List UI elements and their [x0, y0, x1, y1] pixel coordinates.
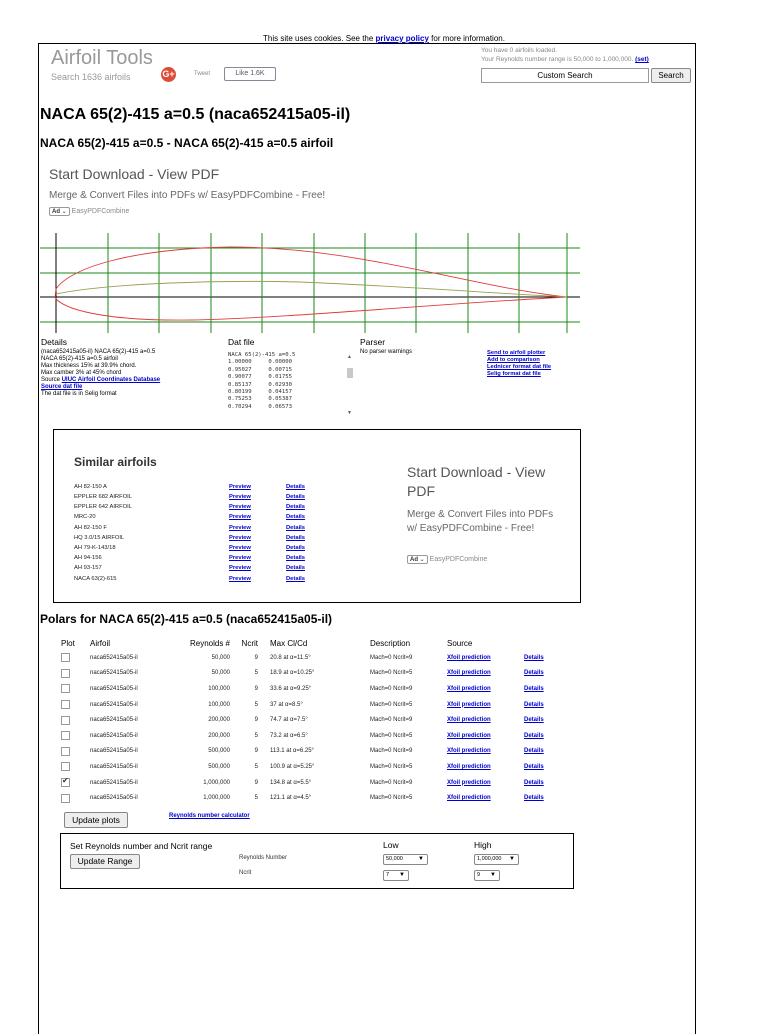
ad-subtitle[interactable]: Merge & Convert Files into PDFs w/ EasyPDFCombine - Free!	[49, 190, 326, 201]
lednicer-format-link[interactable]: Lednicer format dat file	[487, 364, 552, 370]
details-link[interactable]: Details	[524, 732, 544, 739]
details-link[interactable]: Details	[524, 685, 544, 692]
preview-link[interactable]: Preview	[229, 483, 251, 490]
description-cell: Mach=0 Ncrit=5	[370, 732, 413, 739]
reynolds-cell: 50,000	[211, 654, 230, 661]
airfoil-cell: naca652415a05-il	[90, 654, 138, 661]
list-item: HQ 3.0/15 AIRFOIL Preview Details	[74, 534, 306, 541]
ncrit-cell: 5	[254, 701, 258, 708]
column-header	[524, 637, 564, 650]
column-header: Plot	[61, 639, 75, 648]
max-clcd-cell: 37 at α=8.5°	[270, 701, 303, 708]
ncrit-cell: 5	[254, 763, 258, 770]
tweet-button[interactable]: Tweet	[194, 71, 211, 77]
chevron-down-icon: ⌄	[61, 209, 67, 215]
description-cell: Mach=0 Ncrit=9	[370, 717, 413, 724]
details-link[interactable]: Details	[524, 670, 544, 677]
update-plots-button[interactable]: Update plots	[64, 812, 128, 828]
datfile-heading: Dat file	[228, 337, 255, 347]
range-title: Set Reynolds number and Ncrit range	[70, 841, 213, 851]
polars-title: Polars for NACA 65(2)-415 a=0.5 (naca652415a05-il)	[40, 612, 333, 626]
preview-link[interactable]: Preview	[229, 534, 251, 541]
reynolds-cell: 500,000	[208, 748, 230, 755]
airfoil-cell: naca652415a05-il	[90, 701, 138, 708]
uiuc-database-link[interactable]: UIUC Airfoil Coordinates Database	[61, 377, 161, 383]
add-to-comparison-link[interactable]: Add to comparison	[487, 357, 540, 363]
details-link[interactable]: Details	[286, 494, 306, 501]
set-range-link[interactable]: (set)	[635, 56, 649, 63]
column-header: Reynolds #	[189, 639, 230, 648]
description-cell: Mach=0 Ncrit=5	[370, 670, 413, 677]
column-header: Max Cl/Cd	[270, 639, 308, 648]
description-cell: Mach=0 Ncrit=9	[370, 779, 413, 786]
cookie-notice: This site uses cookies. See the privacy policy for more information.	[263, 34, 505, 43]
xfoil-prediction-link[interactable]: Xfoil prediction	[447, 795, 491, 802]
ad-title[interactable]: Start Download - View PDF	[407, 464, 546, 499]
dat-file-textarea[interactable]: NACA 65(2)-415 a=0.5 1.00000 0.00000 0.95027 0.00715 0.90077 0.01755 0.85137 0.02930 0.80199 0.04157 0.75253 0.05387 0.70294 0.06573	[228, 352, 296, 410]
max-clcd-cell: 20.8 at α=11.5°	[270, 654, 311, 661]
details-link[interactable]: Details	[524, 717, 544, 724]
google-plus-icon[interactable]: G+	[161, 67, 176, 82]
reynolds-cell: 200,000	[208, 717, 230, 724]
details-link[interactable]: Details	[524, 748, 544, 755]
max-clcd-cell: 134.8 at α=5.5°	[270, 779, 312, 786]
table-row	[61, 650, 564, 666]
table-row	[61, 759, 564, 775]
airfoil-cell: naca652415a05-il	[90, 748, 138, 755]
list-item: NACA 63(2)-615 Preview Details	[74, 575, 306, 582]
dropdown-arrow-icon: ▼	[490, 872, 496, 878]
list-item: EPPLER 642 AIRFOIL Preview Details	[74, 504, 306, 511]
list-item: EPPLER 682 AIRFOIL Preview Details	[74, 494, 306, 501]
scroll-up-icon[interactable]: ▲	[347, 354, 352, 360]
ncrit-low-select[interactable]: 7 ▼	[383, 870, 409, 881]
details-link[interactable]: Details	[524, 654, 544, 661]
ncrit-cell: 5	[254, 670, 258, 677]
xfoil-prediction-link[interactable]: Xfoil prediction	[447, 670, 491, 677]
details-body: (naca652415a05-il) NACA 65(2)-415 a=0.5 NACA 65(2)-415 a=0.5 airfoil Max thickness 15% at 39.9% chord. Max camber 3% at 45% chord Source UIUC Airfoil Coordinates Database Source dat file The dat file is in Selig format	[41, 349, 161, 397]
dropdown-arrow-icon: ▼	[418, 856, 424, 862]
ad-badge: Ad ⌄	[407, 555, 428, 564]
ad-label[interactable]: Ad ⌄ EasyPDFCombine	[49, 207, 129, 216]
high-header: High	[474, 840, 492, 850]
description-cell: Mach=0 Ncrit=5	[370, 763, 413, 770]
plot-checkbox[interactable]	[61, 716, 70, 725]
action-links	[487, 350, 551, 378]
custom-search-input[interactable]: Custom Search	[481, 68, 649, 83]
details-link[interactable]: Details	[286, 555, 306, 562]
preview-link[interactable]: Preview	[229, 524, 251, 531]
max-clcd-cell: 121.1 at α=4.5°	[270, 795, 312, 802]
column-header: Airfoil	[90, 639, 111, 648]
ncrit-cell: 5	[254, 795, 258, 802]
plot-checkbox[interactable]	[61, 747, 70, 756]
airfoil-cell: naca652415a05-il	[90, 732, 138, 739]
xfoil-prediction-link[interactable]: Xfoil prediction	[447, 763, 491, 770]
parser-heading: Parser	[360, 337, 386, 347]
low-header: Low	[383, 840, 399, 850]
details-link[interactable]: Details	[286, 565, 306, 572]
table-row	[61, 712, 564, 728]
ad-label[interactable]: Ad ⌄ EasyPDFCombine	[407, 555, 487, 564]
table-row	[61, 728, 564, 744]
dropdown-arrow-icon: ▼	[509, 856, 515, 862]
reynolds-high-select[interactable]: 1,000,000 ▼	[474, 854, 519, 865]
plot-checkbox[interactable]	[61, 700, 70, 709]
polars-table	[61, 637, 564, 806]
airfoil-cell: naca652415a05-il	[90, 763, 138, 770]
ncrit-high-select[interactable]: 9 ▼	[474, 870, 500, 881]
page-subtitle: NACA 65(2)-415 a=0.5 - NACA 65(2)-415 a=0.5 airfoil	[40, 136, 334, 150]
details-link[interactable]: Details	[524, 763, 544, 770]
details-link[interactable]: Details	[524, 701, 544, 708]
preview-link[interactable]: Preview	[229, 565, 251, 572]
column-header: Source	[447, 639, 473, 648]
reynolds-cell: 50,000	[211, 670, 230, 677]
preview-link[interactable]: Preview	[229, 545, 251, 552]
max-clcd-cell: 33.6 at α=9.25°	[270, 685, 312, 692]
preview-link[interactable]: Preview	[229, 514, 251, 521]
loaded-info: You have 0 airfoils loaded. Your Reynolds number range is 50,000 to 1,000,000. (set)	[481, 47, 649, 63]
table-row	[61, 681, 564, 697]
details-link[interactable]: Details	[286, 483, 306, 490]
scroll-thumb[interactable]	[347, 368, 353, 378]
list-item: AH 82-150 F Preview Details	[74, 524, 306, 531]
description-cell: Mach=0 Ncrit=9	[370, 685, 413, 692]
max-clcd-cell: 18.9 at α=10.25°	[270, 670, 315, 677]
details-link[interactable]: Details	[524, 779, 544, 786]
site-logo[interactable]: Airfoil Tools	[51, 47, 153, 69]
reynolds-cell: 200,000	[208, 732, 230, 739]
max-clcd-cell: 73.2 at α=6.5°	[270, 732, 308, 739]
list-item: AH 82-150 A Preview Details	[74, 483, 306, 490]
details-link[interactable]: Details	[286, 545, 306, 552]
details-link[interactable]: Details	[286, 514, 306, 521]
xfoil-prediction-link[interactable]: Xfoil prediction	[447, 654, 491, 661]
search-airfoils-link[interactable]: Search 1636 airfoils	[51, 72, 131, 82]
airfoil-cell: naca652415a05-il	[90, 685, 138, 692]
similar-airfoils-title: Similar airfoils	[74, 455, 157, 469]
reynolds-cell: 100,000	[208, 685, 230, 692]
description-cell: Mach=0 Ncrit=9	[370, 654, 413, 661]
chevron-down-icon: ⌄	[419, 557, 425, 563]
plot-checkbox[interactable]	[61, 794, 70, 803]
details-link[interactable]: Details	[286, 524, 306, 531]
description-cell: Mach=0 Ncrit=5	[370, 795, 413, 802]
details-link[interactable]: Details	[286, 504, 306, 511]
ncrit-cell: 9	[254, 779, 258, 786]
page-title: NACA 65(2)-415 a=0.5 (naca652415a05-il)	[40, 106, 351, 123]
ncrit-cell: 9	[254, 717, 258, 724]
max-clcd-cell: 113.1 at α=6.25°	[270, 748, 314, 755]
airfoil-cell: naca652415a05-il	[90, 795, 138, 802]
column-header: Ncrit	[241, 639, 258, 648]
details-link[interactable]: Details	[286, 534, 306, 541]
table-row	[61, 790, 564, 806]
airfoil-cell: naca652415a05-il	[90, 670, 138, 677]
plot-checkbox[interactable]	[61, 731, 70, 740]
similar-airfoils-table	[74, 482, 305, 584]
column-header: Description	[370, 639, 411, 648]
airfoil-shape	[55, 247, 567, 320]
ncrit-label: Ncrit	[239, 870, 252, 876]
xfoil-prediction-link[interactable]: Xfoil prediction	[447, 701, 491, 708]
dat-scrollbar[interactable]	[346, 354, 354, 418]
table-row	[61, 697, 564, 713]
scroll-down-icon[interactable]: ▼	[347, 410, 352, 416]
reynolds-cell: 1,000,000	[203, 795, 230, 802]
reynolds-calculator-link[interactable]: Reynolds number calculator	[169, 813, 250, 819]
source-dat-link[interactable]: Source dat file	[41, 384, 83, 390]
preview-link[interactable]: Preview	[229, 504, 251, 511]
airfoil-cell: naca652415a05-il	[90, 779, 138, 786]
preview-link[interactable]: Preview	[229, 555, 251, 562]
like-button[interactable]: Like 1.6K	[224, 67, 276, 81]
plot-checkbox[interactable]	[61, 684, 70, 693]
table-row	[61, 744, 564, 760]
xfoil-prediction-link[interactable]: Xfoil prediction	[447, 779, 491, 786]
table-row	[61, 775, 564, 791]
xfoil-prediction-link[interactable]: Xfoil prediction	[447, 717, 491, 724]
plot-checkbox[interactable]	[61, 778, 70, 787]
list-item: AH 93-157 Preview Details	[74, 565, 306, 572]
preview-link[interactable]: Preview	[229, 575, 251, 582]
parser-message: No parser warnings	[360, 349, 413, 355]
reynolds-cell: 100,000	[208, 701, 230, 708]
ncrit-cell: 9	[254, 685, 258, 692]
reynolds-label: Reynolds Number	[239, 855, 288, 861]
send-to-plotter-link[interactable]: Send to airfoil plotter	[487, 350, 546, 356]
max-clcd-cell: 100.9 at α=5.25°	[270, 763, 315, 770]
description-cell: Mach=0 Ncrit=5	[370, 701, 413, 708]
reynolds-cell: 500,000	[208, 763, 230, 770]
camber-line	[56, 281, 567, 297]
preview-link[interactable]: Preview	[229, 494, 251, 501]
plot-checkbox[interactable]	[61, 762, 70, 771]
xfoil-prediction-link[interactable]: Xfoil prediction	[447, 748, 491, 755]
search-button[interactable]: Search	[651, 68, 691, 83]
description-cell: Mach=0 Ncrit=9	[370, 748, 413, 755]
details-heading: Details	[41, 337, 67, 347]
plot-checkbox[interactable]	[61, 669, 70, 678]
list-item: AH 79-K-143/18 Preview Details	[74, 545, 306, 552]
list-item: MRC-20 Preview Details	[74, 514, 306, 521]
ncrit-cell: 9	[254, 654, 258, 661]
airfoil-cell: naca652415a05-il	[90, 717, 138, 724]
details-link[interactable]: Details	[524, 795, 544, 802]
ncrit-cell: 9	[254, 748, 258, 755]
ncrit-cell: 5	[254, 732, 258, 739]
ad-title[interactable]: Start Download - View PDF	[49, 166, 220, 182]
ad-badge: Ad ⌄	[49, 207, 70, 216]
xfoil-prediction-link[interactable]: Xfoil prediction	[447, 685, 491, 692]
update-range-button[interactable]: Update Range	[70, 854, 140, 869]
details-link[interactable]: Details	[286, 575, 306, 582]
selig-format-link[interactable]: Selig format dat file	[487, 371, 541, 377]
dropdown-arrow-icon: ▼	[399, 872, 405, 878]
ad-subtitle[interactable]: Merge & Convert Files into PDFs w/ EasyPDFCombine - Free!	[407, 509, 554, 534]
reynolds-low-select[interactable]: 50,000 ▼	[383, 854, 428, 865]
privacy-policy-link[interactable]: privacy policy	[375, 34, 429, 43]
table-row	[61, 666, 564, 682]
plot-checkbox[interactable]	[61, 653, 70, 662]
max-clcd-cell: 74.7 at α=7.5°	[270, 717, 308, 724]
xfoil-prediction-link[interactable]: Xfoil prediction	[447, 732, 491, 739]
reynolds-cell: 1,000,000	[203, 779, 230, 786]
list-item: AH 94-156 Preview Details	[74, 555, 306, 562]
airfoil-plot	[40, 233, 580, 333]
